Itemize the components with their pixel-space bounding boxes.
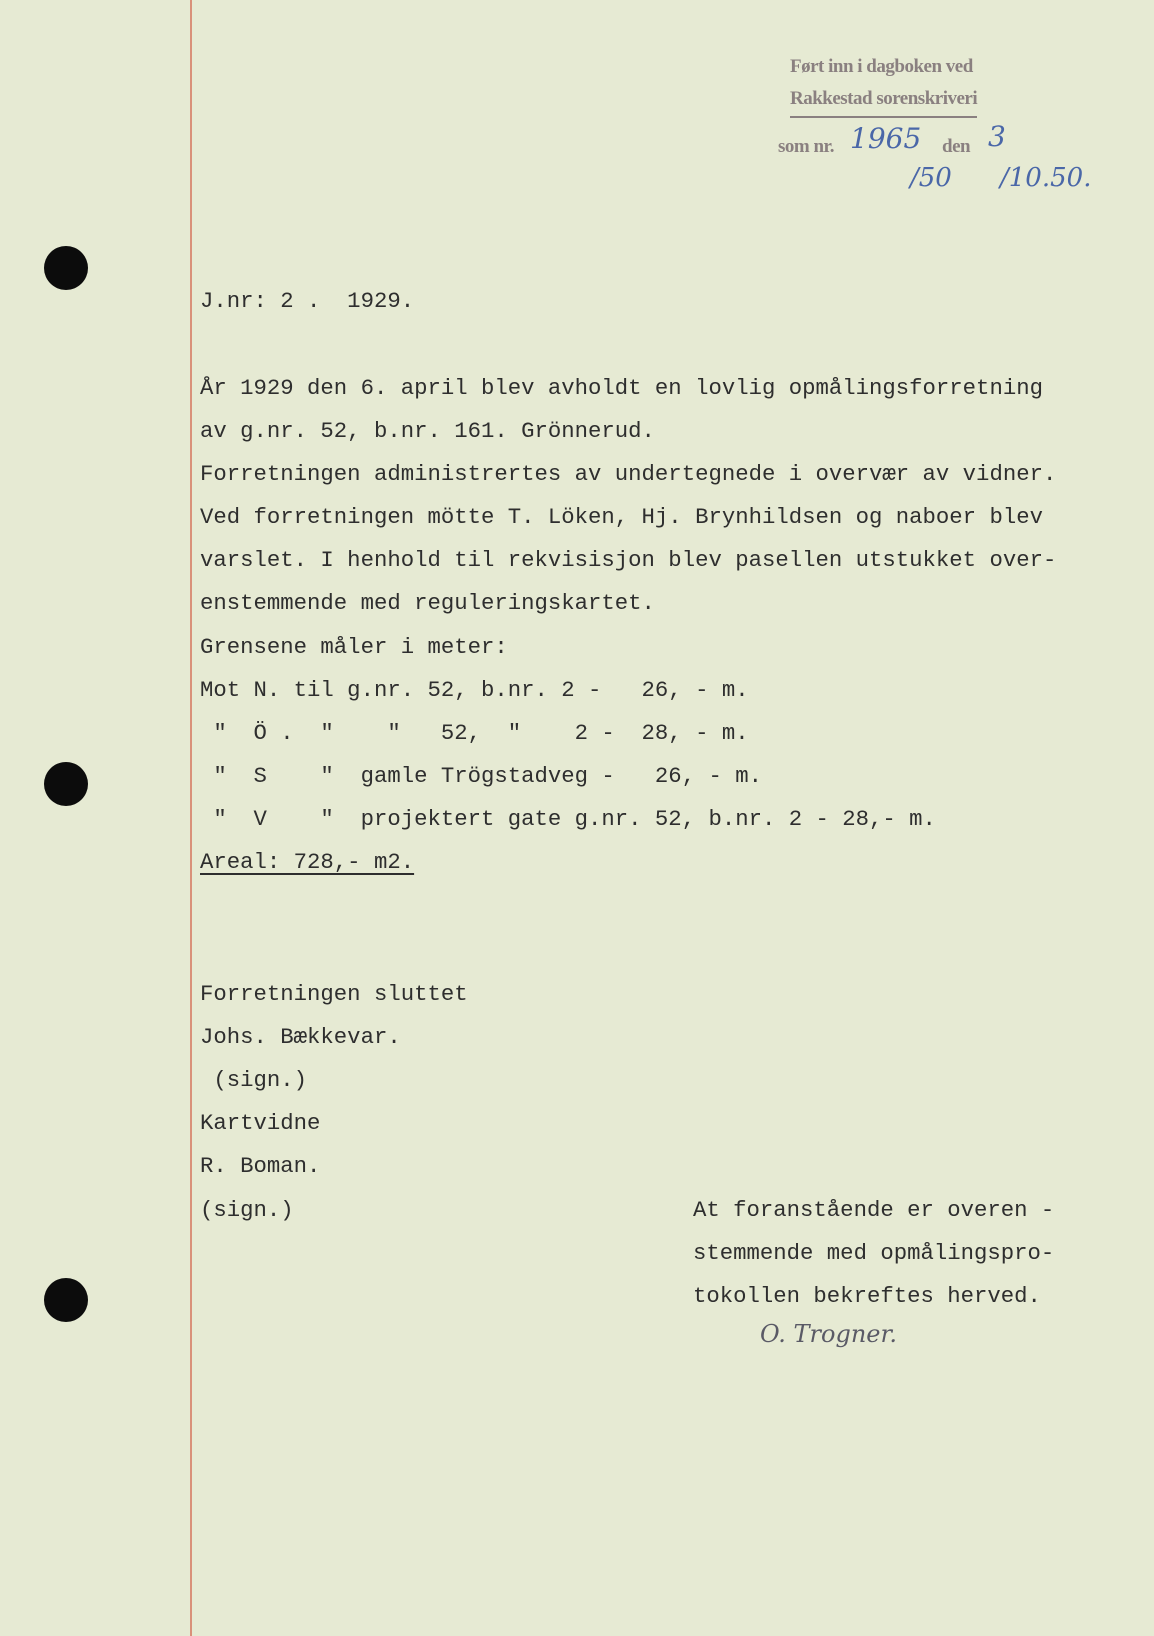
- punch-hole: [44, 762, 88, 806]
- handwritten-day: 3: [988, 120, 1006, 153]
- area-line: Areal: 728,- m2.: [200, 849, 415, 875]
- journal-number: J.nr: 2 . 1929.: [200, 288, 415, 314]
- boundary-line: Mot N. til g.nr. 52, b.nr. 2 - 26, - m.: [200, 677, 749, 703]
- punch-hole: [44, 246, 88, 290]
- closing-line: (sign.): [200, 1067, 308, 1093]
- margin-line: [190, 0, 192, 1636]
- stamp-den: den: [942, 136, 971, 157]
- closing-line: (sign.): [200, 1197, 294, 1223]
- stamp-line: Rakkestad sorenskriveri: [790, 88, 977, 118]
- closing-line: R. Boman.: [200, 1153, 321, 1179]
- boundary-line: " Ö . " " 52, " 2 - 28, - m.: [200, 720, 749, 746]
- signature: O. Trogner.: [760, 1320, 897, 1348]
- handwritten-number: 1965: [850, 122, 922, 155]
- stamp-line: Ført inn i dagboken ved: [790, 56, 973, 77]
- boundary-line: " S " gamle Trögstadveg - 26, - m.: [200, 763, 762, 789]
- boundary-line: " V " projektert gate g.nr. 52, b.nr. 2 - 28,- m.: [200, 806, 936, 832]
- certification-line: At foranstående er overen -: [693, 1197, 1055, 1223]
- handwritten-date: /10.50.: [1000, 163, 1092, 193]
- body-line: varslet. I henhold til rekvisisjon blev pasellen utstukket over-: [200, 547, 1057, 573]
- stamp-line: som nr.: [778, 136, 834, 157]
- certification-line: tokollen bekreftes herved.: [693, 1283, 1041, 1309]
- closing-line: Kartvidne: [200, 1110, 321, 1136]
- body-line: av g.nr. 52, b.nr. 161. Grönnerud.: [200, 418, 655, 444]
- body-line: År 1929 den 6. april blev avholdt en lovlig opmålingsforretning: [200, 375, 1043, 401]
- certification-line: stemmende med opmålingspro-: [693, 1240, 1055, 1266]
- body-line: Ved forretningen mötte T. Löken, Hj. Brynhildsen og naboer blev: [200, 504, 1043, 530]
- closing-line: Johs. Bækkevar.: [200, 1024, 401, 1050]
- punch-hole: [44, 1278, 88, 1322]
- handwritten-year: /50: [910, 163, 952, 193]
- body-line: Forretningen administrertes av undertegnede i overvær av vidner.: [200, 461, 1057, 487]
- closing-line: Forretningen sluttet: [200, 981, 468, 1007]
- body-line: Grensene måler i meter:: [200, 634, 508, 660]
- body-line: enstemmende med reguleringskartet.: [200, 590, 655, 616]
